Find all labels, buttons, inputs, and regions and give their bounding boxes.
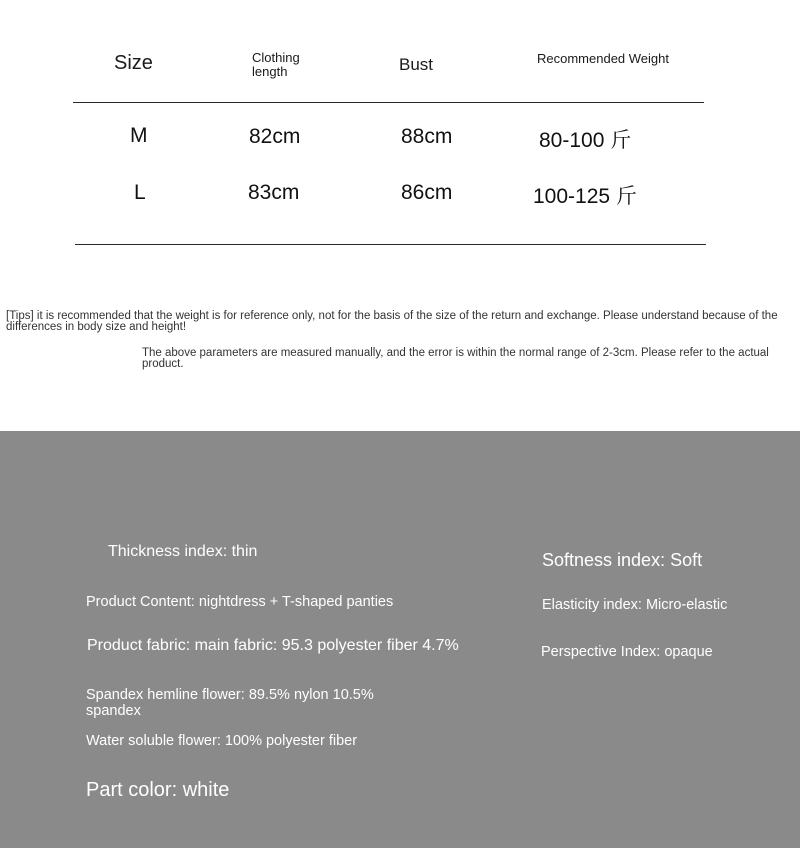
spec-spandex: Spandex hemline flower: 89.5% nylon 10.5% spandex <box>86 687 374 719</box>
header-size: Size <box>114 52 153 74</box>
header-clothing-length: Clothing length <box>252 50 300 79</box>
spec-content: Product Content: nightdress + T-shaped panties <box>86 594 394 610</box>
row-l-weight: 100-125 斤 <box>533 185 637 208</box>
row-m-bust: 88cm <box>401 125 453 148</box>
spec-elasticity: Elasticity index: Micro-elastic <box>542 597 728 613</box>
row-m-weight: 80-100 斤 <box>539 129 632 152</box>
spec-part-color: Part color: white <box>86 779 230 801</box>
table-top-divider <box>73 102 704 103</box>
spec-softness: Softness index: Soft <box>542 550 703 570</box>
row-m-length: 82cm <box>249 125 301 148</box>
measurement-note: The above parameters are measured manually, and the error is within the normal range of 2-3cm. Please refer to the actual product. <box>142 347 769 370</box>
spec-fabric: Product fabric: main fabric: 95.3 polyester fiber 4.7% <box>87 637 459 654</box>
header-recommended-weight: Recommended Weight <box>537 51 669 66</box>
row-l-size: L <box>134 181 146 204</box>
row-m-size: M <box>130 124 148 147</box>
spec-perspective: Perspective Index: opaque <box>541 644 713 660</box>
tips-note: [Tips] it is recommended that the weight is for reference only, not for the basis of the size of the return and exchange. Please understand because of the differences in body size and height! <box>6 310 778 333</box>
row-l-bust: 86cm <box>401 181 453 204</box>
header-bust: Bust <box>399 55 434 74</box>
spec-water-soluble: Water soluble flower: 100% polyester fiber <box>86 733 358 749</box>
spec-thickness: Thickness index: thin <box>108 543 258 560</box>
row-l-length: 83cm <box>248 181 300 204</box>
table-bottom-divider <box>75 244 706 245</box>
